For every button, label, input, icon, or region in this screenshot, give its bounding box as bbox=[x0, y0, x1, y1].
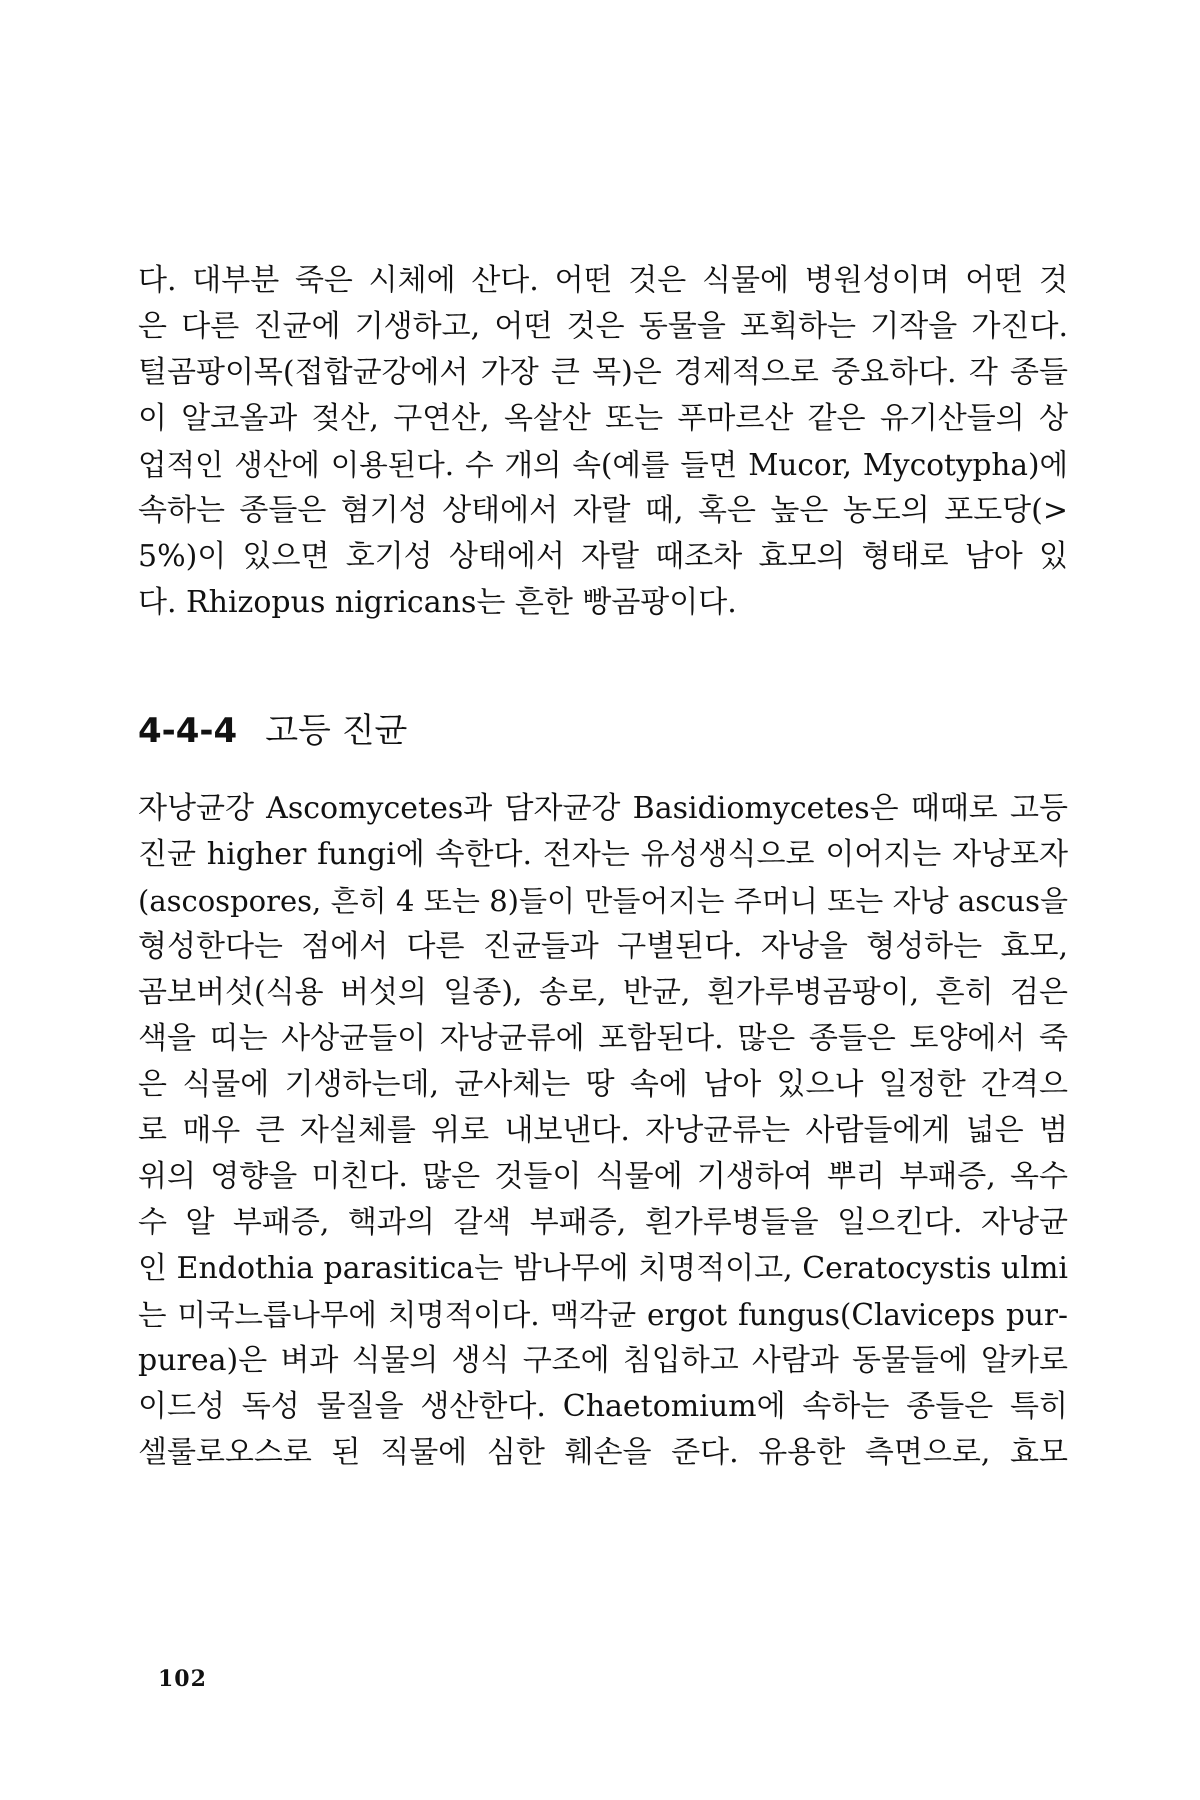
text-line: 진균 higher fungi에 속한다. 전자는 유성생식으로 이어지는 자낭포자 bbox=[138, 837, 1068, 872]
section-number: 4-4-4 bbox=[138, 711, 238, 751]
text-line: 5%)이 있으면 호기성 상태에서 자랄 때조차 효모의 형태로 남아 있 bbox=[138, 539, 1068, 574]
paragraph-zygomycetes bbox=[138, 258, 1068, 626]
text-line: 는 미국느릅나무에 치명적이다. 맥각균 ergot fungus(Claviceps pur- bbox=[138, 1298, 1068, 1332]
text-line: 로 매우 큰 자실체를 위로 내보낸다. 자낭균류는 사람들에게 넓은 범 bbox=[138, 1113, 1068, 1148]
text-line: 곰보버섯(식용 버섯의 일종), 송로, 반균, 흰가루병곰팡이, 흔히 검은 bbox=[138, 975, 1068, 1010]
text-line: 다. 대부분 죽은 시체에 산다. 어떤 것은 식물에 병원성이며 어떤 것 bbox=[138, 263, 1068, 298]
text-line: 위의 영향을 미친다. 많은 것들이 식물에 기생하여 뿌리 부패증, 옥수 bbox=[138, 1159, 1068, 1194]
text-line: 수 알 부패증, 핵과의 갈색 부패증, 흰가루병들을 일으킨다. 자낭균 bbox=[138, 1205, 1068, 1240]
text-line: 속하는 종들은 혐기성 상태에서 자랄 때, 혹은 높은 농도의 포도당(> bbox=[138, 493, 1068, 528]
section-heading bbox=[138, 706, 407, 756]
text-line: 은 식물에 기생하는데, 균사체는 땅 속에 남아 있으나 일정한 간격으 bbox=[138, 1067, 1068, 1102]
section-title: 고등 진균 bbox=[265, 711, 408, 751]
text-line: 자낭균강 Ascomycetes과 담자균강 Basidiomycetes은 때때로 고등 bbox=[138, 791, 1068, 826]
text-line: 색을 띠는 사상균들이 자낭균류에 포함된다. 많은 종들은 토양에서 죽 bbox=[138, 1021, 1068, 1056]
text-line: 셀룰로오스로 된 직물에 심한 훼손을 준다. 유용한 측면으로, 효모 bbox=[138, 1435, 1068, 1470]
text-line: 다. Rhizopus nigricans는 흔한 빵곰팡이다. bbox=[138, 585, 737, 620]
text-line: 인 Endothia parasitica는 밤나무에 치명적이고, Ceratocystis ulmi bbox=[138, 1251, 1068, 1286]
page-number: 102 bbox=[158, 1666, 207, 1692]
text-line: 은 다른 진균에 기생하고, 어떤 것은 동물을 포획하는 기작을 가진다. bbox=[138, 309, 1068, 344]
paragraph-higher-fungi bbox=[138, 786, 1068, 1476]
text-line: 털곰팡이목(접합균강에서 가장 큰 목)은 경제적으로 중요하다. 각 종들 bbox=[138, 355, 1068, 390]
text-line: (ascospores, 흔히 4 또는 8)들이 만들어지는 주머니 또는 자낭 ascus을 bbox=[138, 884, 1068, 918]
text-line: 형성한다는 점에서 다른 진균들과 구별된다. 자낭을 형성하는 효모, bbox=[138, 929, 1068, 964]
text-line: 이드성 독성 물질을 생산한다. Chaetomium에 속하는 종들은 특히 bbox=[138, 1389, 1068, 1424]
text-line: 이 알코올과 젖산, 구연산, 옥살산 또는 푸마르산 같은 유기산들의 상 bbox=[138, 401, 1068, 436]
text-line: 업적인 생산에 이용된다. 수 개의 속(예를 들면 Mucor, Mycotypha)에 bbox=[138, 448, 1068, 482]
text-line: purea)은 벼과 식물의 생식 구조에 침입하고 사람과 동물들에 알카로 bbox=[138, 1343, 1068, 1378]
